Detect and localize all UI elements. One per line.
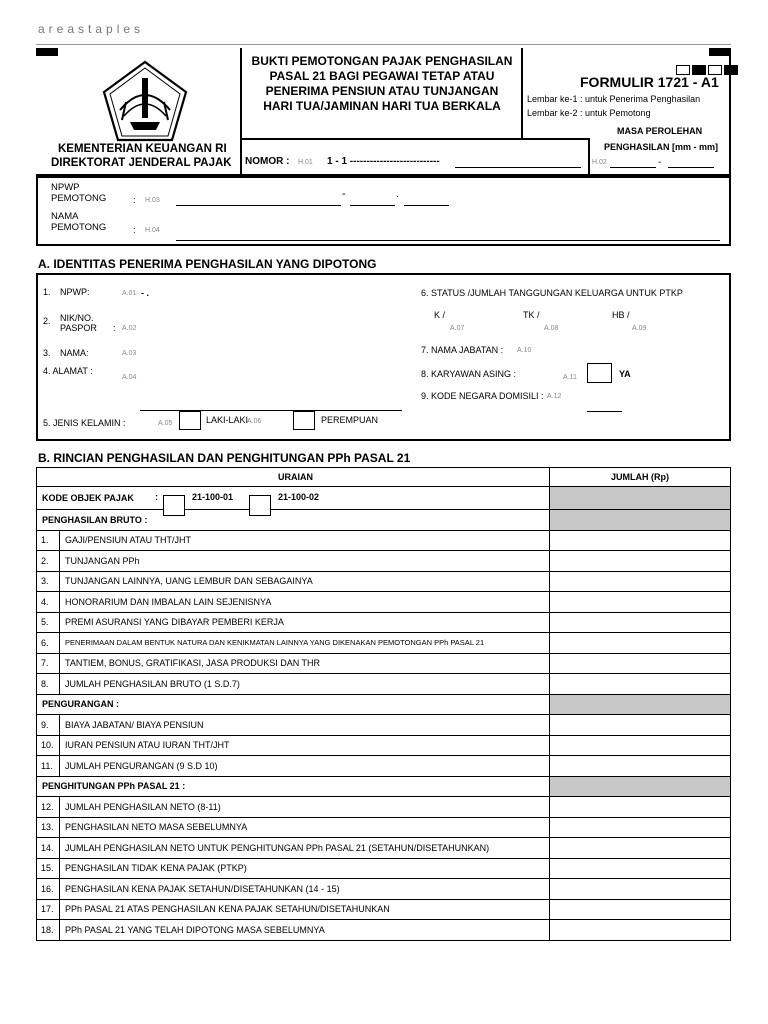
lembar-1: Lembar ke-1 : untuk Penerima Penghasilan bbox=[527, 94, 701, 104]
penghitungan-title: PENGHITUNGAN PPh PASAL 21 : bbox=[37, 776, 550, 797]
table-row bbox=[37, 633, 731, 654]
perempuan-checkbox[interactable] bbox=[293, 411, 315, 430]
code-a05: A.05 bbox=[158, 420, 173, 427]
kemenkeu-logo bbox=[100, 60, 190, 144]
section-b-title: B. RINCIAN PENGHASILAN DAN PENGHITUNGAN PPh PASAL 21 bbox=[38, 451, 411, 465]
amount-field[interactable] bbox=[550, 756, 731, 777]
table-row bbox=[37, 858, 731, 879]
a2-label bbox=[60, 313, 97, 333]
a8-label: 8. KARYAWAN ASING : bbox=[421, 369, 517, 379]
nomor-value[interactable]: 1 - 1 --------------------------- bbox=[327, 156, 440, 167]
amount-field[interactable] bbox=[550, 530, 731, 551]
masa-perolehan-label: MASA PEROLEHAN bbox=[617, 126, 703, 136]
a4-label: 4. ALAMAT : bbox=[43, 366, 93, 376]
kode-objek-label: KODE OBJEK PAJAK bbox=[42, 493, 134, 503]
table-row bbox=[37, 920, 731, 941]
row-num: 11. bbox=[37, 756, 60, 777]
section-a-title: A. IDENTITAS PENERIMA PENGHASILAN YANG DIPOTONG bbox=[38, 257, 377, 271]
form-code: FORMULIR 1721 - A1 bbox=[580, 74, 719, 90]
code-a02: A.02 bbox=[122, 325, 137, 332]
row-num: 15. bbox=[37, 858, 60, 879]
row-num: 7. bbox=[37, 653, 60, 674]
npwp-dash: - bbox=[342, 188, 346, 200]
table-row bbox=[37, 674, 731, 695]
row-text: TUNJANGAN PPh bbox=[60, 551, 550, 572]
kode-objek-cell bbox=[37, 487, 550, 510]
corner-marker bbox=[709, 48, 731, 56]
row-num: 17. bbox=[37, 899, 60, 920]
code-a04: A.04 bbox=[122, 374, 137, 381]
table-row bbox=[37, 817, 731, 838]
kode-21-100-01-checkbox[interactable] bbox=[163, 495, 185, 516]
row-text: PENERIMAAN DALAM BENTUK NATURA DAN KENIKMATAN LAINNYA YANG DIKENAKAN PEMOTONGAN PPh PASAL 21 bbox=[60, 633, 550, 654]
code-a11: A.11 bbox=[563, 374, 577, 381]
title-line: PASAL 21 BAGI PEGAWAI TETAP ATAU bbox=[269, 69, 495, 83]
row-text: PENGHASILAN NETO MASA SEBELUMNYA bbox=[60, 817, 550, 838]
pengurangan-title: PENGURANGAN : bbox=[37, 694, 550, 715]
table-row bbox=[37, 530, 731, 551]
header-divider bbox=[588, 138, 590, 176]
table-row bbox=[37, 653, 731, 674]
row-text: GAJI/PENSIUN ATAU THT/JHT bbox=[60, 530, 550, 551]
section-row bbox=[37, 510, 731, 531]
table-row bbox=[37, 735, 731, 756]
amount-field[interactable] bbox=[550, 899, 731, 920]
section-row bbox=[37, 776, 731, 797]
corner-marker bbox=[36, 48, 58, 56]
title-line: PENERIMA PENSIUN ATAU TUNJANGAN bbox=[265, 84, 499, 98]
row-text: JUMLAH PENGURANGAN (9 S.D 10) bbox=[60, 756, 550, 777]
code-h03: H.03 bbox=[145, 197, 160, 204]
amount-field[interactable] bbox=[550, 653, 731, 674]
top-rule bbox=[36, 44, 731, 45]
row-num: 5. bbox=[37, 612, 60, 633]
a7-label: 7. NAMA JABATAN : bbox=[421, 345, 504, 355]
header-divider bbox=[240, 138, 590, 140]
row-text: TUNJANGAN LAINNYA, UANG LEMBUR DAN SEBAGAINYA bbox=[60, 571, 550, 592]
a3-label: NAMA: bbox=[60, 348, 89, 358]
row-num: 3. bbox=[37, 571, 60, 592]
header-divider bbox=[240, 48, 242, 176]
header-divider bbox=[521, 48, 523, 140]
col-jumlah: JUMLAH (Rp) bbox=[550, 468, 731, 487]
code-a12: A.12 bbox=[547, 393, 562, 400]
row-text: TANTIEM, BONUS, GRATIFIKASI, JASA PRODUKSI DAN THR bbox=[60, 653, 550, 674]
nama-pemotong-label bbox=[51, 211, 106, 233]
amount-field[interactable] bbox=[550, 612, 731, 633]
label-line: PEMOTONG bbox=[51, 222, 107, 233]
amount-cell-shaded bbox=[550, 487, 731, 510]
karyawan-asing-checkbox[interactable] bbox=[587, 363, 612, 383]
table-row bbox=[37, 551, 731, 572]
code-a03: A.03 bbox=[122, 350, 137, 357]
label-line: NAMA bbox=[51, 211, 79, 222]
a1-num: 1. bbox=[43, 287, 51, 297]
npwp-pemotong-label bbox=[51, 182, 106, 204]
row-text: JUMLAH PENGHASILAN NETO UNTUK PENGHITUNGAN PPh PASAL 21 (SETAHUN/DISETAHUNKAN) bbox=[60, 838, 550, 859]
row-num: 16. bbox=[37, 879, 60, 900]
row-text: PPh PASAL 21 YANG TELAH DIPOTONG MASA SEBELUMNYA bbox=[60, 920, 550, 941]
row-text: JUMLAH PENGHASILAN NETO (8-11) bbox=[60, 797, 550, 818]
pemotong-box bbox=[36, 176, 731, 246]
kode-21-100-02-checkbox[interactable] bbox=[249, 495, 271, 516]
table-header-row bbox=[37, 468, 731, 487]
amount-cell-shaded bbox=[550, 776, 731, 797]
a1-label: NPWP: bbox=[60, 287, 90, 297]
npwp-pemotong-field-2[interactable] bbox=[350, 205, 395, 206]
title-line: HARI TUA/JAMINAN HARI TUA BERKALA bbox=[263, 99, 501, 113]
row-num: 13. bbox=[37, 817, 60, 838]
amount-field[interactable] bbox=[550, 858, 731, 879]
row-num: 2. bbox=[37, 551, 60, 572]
row-text: BIAYA JABATAN/ BIAYA PENSIUN bbox=[60, 715, 550, 736]
row-text: HONORARIUM DAN IMBALAN LAIN SEJENISNYA bbox=[60, 592, 550, 613]
nama-pemotong-field[interactable] bbox=[176, 240, 720, 241]
row-num: 10. bbox=[37, 735, 60, 756]
table-row bbox=[37, 879, 731, 900]
ya-label: YA bbox=[619, 369, 631, 379]
npwp-pemotong-field-3[interactable] bbox=[404, 205, 449, 206]
amount-field[interactable] bbox=[550, 571, 731, 592]
colon: : bbox=[155, 492, 158, 502]
code-a09: A.09 bbox=[632, 325, 647, 332]
amount-field[interactable] bbox=[550, 633, 731, 654]
amount-cell-shaded bbox=[550, 694, 731, 715]
row-text: PREMI ASURANSI YANG DIBAYAR PEMBERI KERJA bbox=[60, 612, 550, 633]
row-text: PPh PASAL 21 ATAS PENGHASILAN KENA PAJAK SETAHUN/DISETAHUNKAN bbox=[60, 899, 550, 920]
npwp-pemotong-field-1[interactable] bbox=[176, 205, 341, 206]
kode-21-100-01-label: 21-100-01 bbox=[192, 492, 234, 502]
laki-laki-label: LAKI-LAKI bbox=[206, 415, 249, 425]
amount-field[interactable] bbox=[550, 920, 731, 941]
masa-end-field[interactable] bbox=[668, 167, 714, 168]
nomor-field[interactable] bbox=[455, 167, 581, 168]
label-line: NIK/NO. bbox=[60, 313, 94, 323]
code-h01: H.01 bbox=[298, 159, 313, 166]
code-a08: A.08 bbox=[544, 325, 559, 332]
table-row bbox=[37, 571, 731, 592]
table-row bbox=[37, 715, 731, 736]
laki-laki-checkbox[interactable] bbox=[179, 411, 201, 430]
amount-field[interactable] bbox=[550, 735, 731, 756]
table-row bbox=[37, 797, 731, 818]
row-text: JUMLAH PENGHASILAN BRUTO (1 S.D.7) bbox=[60, 674, 550, 695]
code-a06: A.06 bbox=[247, 418, 262, 425]
npwp-dot: . bbox=[396, 188, 400, 200]
row-num: 12. bbox=[37, 797, 60, 818]
label-line: PASPOR bbox=[60, 323, 97, 333]
colon: : bbox=[133, 195, 136, 206]
row-num: 9. bbox=[37, 715, 60, 736]
colon: : bbox=[133, 225, 136, 236]
colon: : bbox=[113, 323, 116, 333]
masa-dash: - bbox=[658, 157, 662, 168]
table-row bbox=[37, 756, 731, 777]
masa-perolehan-format: PENGHASILAN [mm - mm] bbox=[604, 142, 719, 152]
table-row bbox=[37, 899, 731, 920]
section-row bbox=[37, 694, 731, 715]
rincian-table bbox=[36, 467, 731, 941]
row-num: 6. bbox=[37, 633, 60, 654]
table-row bbox=[37, 612, 731, 633]
lembar-2: Lembar ke-2 : untuk Pemotong bbox=[527, 108, 651, 118]
a6-label: 6. STATUS /JUMLAH TANGGUNGAN KELUARGA UNTUK PTKP bbox=[421, 288, 683, 298]
amount-field[interactable] bbox=[550, 797, 731, 818]
col-uraian: URAIAN bbox=[37, 468, 550, 487]
directorate-name: DIREKTORAT JENDERAL PAJAK bbox=[51, 157, 232, 169]
status-k[interactable]: K / bbox=[434, 310, 446, 320]
label-line: NPWP bbox=[51, 182, 80, 193]
masa-start-field[interactable] bbox=[610, 167, 656, 168]
amount-cell-shaded bbox=[550, 510, 731, 531]
watermark-text: areastaples bbox=[38, 22, 145, 36]
a5-label: 5. JENIS KELAMIN : bbox=[43, 418, 126, 428]
perempuan-label: PEREMPUAN bbox=[321, 415, 379, 425]
row-num: 14. bbox=[37, 838, 60, 859]
amount-field[interactable] bbox=[550, 879, 731, 900]
a9-label: 9. KODE NEGARA DOMISILI : bbox=[421, 391, 544, 401]
amount-field[interactable] bbox=[550, 838, 731, 859]
row-num: 4. bbox=[37, 592, 60, 613]
form-title bbox=[244, 54, 520, 114]
row-text: PENGHASILAN TIDAK KENA PAJAK (PTKP) bbox=[60, 858, 550, 879]
code-a07: A.07 bbox=[450, 325, 465, 332]
a2-num: 2. bbox=[43, 316, 51, 326]
amount-field[interactable] bbox=[550, 551, 731, 572]
bruto-title: PENGHASILAN BRUTO : bbox=[37, 510, 550, 531]
amount-field[interactable] bbox=[550, 674, 731, 695]
amount-field[interactable] bbox=[550, 817, 731, 838]
amount-field[interactable] bbox=[550, 592, 731, 613]
kode-21-100-02-label: 21-100-02 bbox=[278, 492, 320, 502]
section-a-box bbox=[36, 273, 731, 441]
status-hb[interactable]: HB / bbox=[612, 310, 630, 320]
status-tk[interactable]: TK / bbox=[523, 310, 540, 320]
kode-negara-field[interactable] bbox=[587, 411, 622, 412]
code-a10: A.10 bbox=[517, 347, 532, 354]
nomor-label: NOMOR : bbox=[245, 156, 290, 167]
title-line: BUKTI PEMOTONGAN PAJAK PENGHASILAN bbox=[251, 54, 513, 68]
kode-objek-row bbox=[37, 487, 731, 510]
table-row bbox=[37, 838, 731, 859]
amount-field[interactable] bbox=[550, 715, 731, 736]
code-a01: A.01 bbox=[122, 290, 137, 297]
row-num: 1. bbox=[37, 530, 60, 551]
row-num: 8. bbox=[37, 674, 60, 695]
table-row bbox=[37, 592, 731, 613]
ministry-name: KEMENTERIAN KEUANGAN RI bbox=[58, 143, 227, 155]
row-text: PENGHASILAN KENA PAJAK SETAHUN/DISETAHUNKAN (14 - 15) bbox=[60, 879, 550, 900]
code-h04: H.04 bbox=[145, 227, 160, 234]
label-line: PEMOTONG bbox=[51, 193, 107, 204]
code-h02: H.02 bbox=[592, 159, 607, 166]
row-text: IURAN PENSIUN ATAU IURAN THT/JHT bbox=[60, 735, 550, 756]
a3-num: 3. bbox=[43, 348, 51, 358]
a1-separator[interactable]: - . bbox=[141, 288, 149, 298]
row-num: 18. bbox=[37, 920, 60, 941]
